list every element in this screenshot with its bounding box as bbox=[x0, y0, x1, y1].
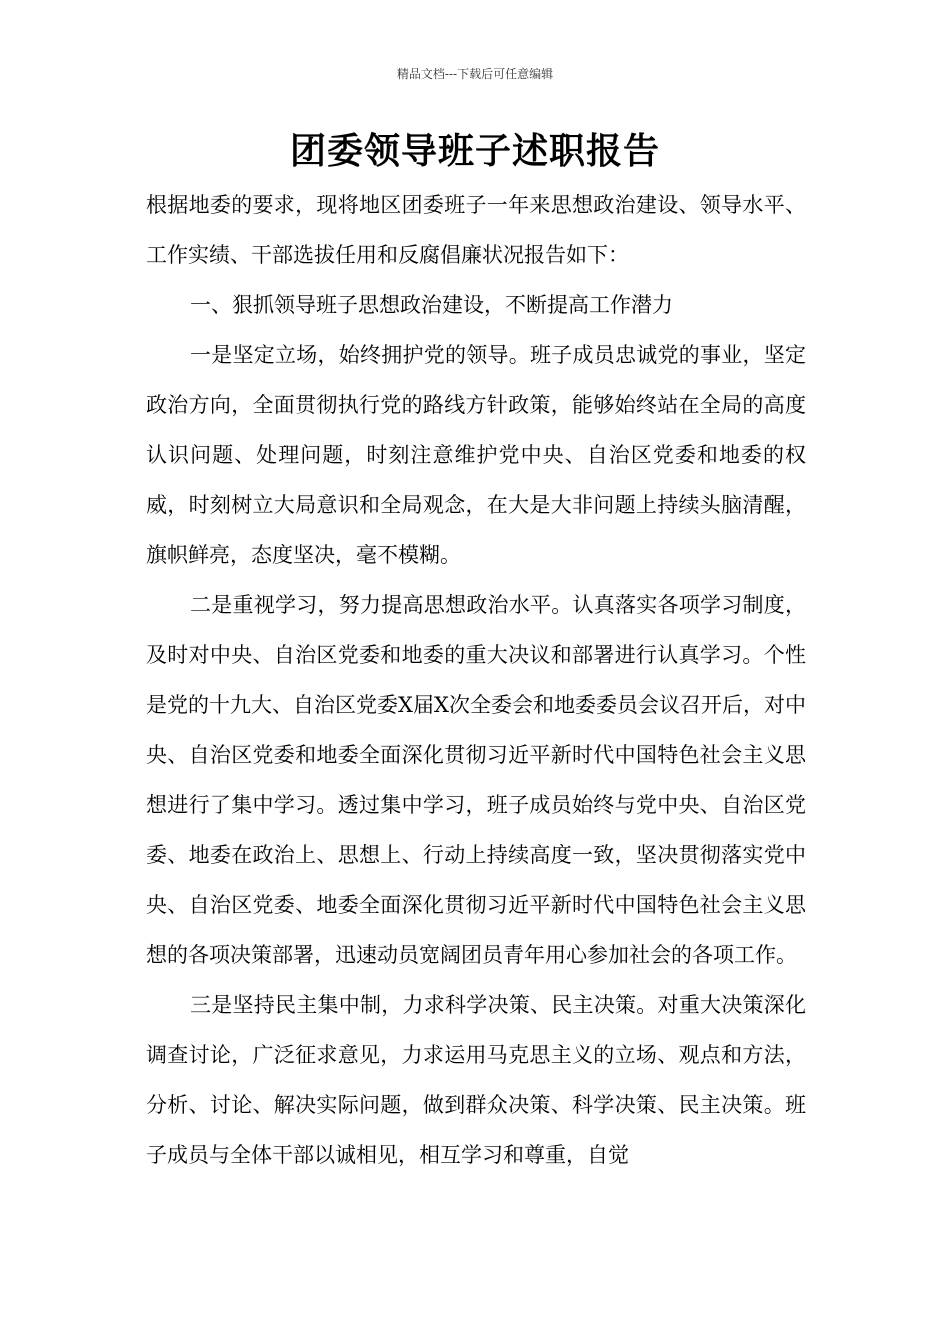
section-heading: 一、狠抓领导班子思想政治建设，不断提高工作潜力 bbox=[190, 293, 673, 317]
body-paragraph: 二是重视学习，努力提高思想政治水平。认真落实各项学习制度，及时对中央、自治区党委和地委的重大决议和部署进行认真学习。个性是党的十九大、自治区党委X届X次全委会和地委委员会议召开后，对中央、自治区党委和地委全面深化贯彻习近平新时代中国特色社会主义思想进行了集中学习。透过集中学习，班子成员始终与党中央、自治区党委、地委在政治上、思想上、行动上持续高度一致，坚决贯彻落实党中央、自治区党委、地委全面深化贯彻习近平新时代中国特色社会主义思想的各项决策部署，迅速动员宽阔团员青年用心参加社会的各项工作。 bbox=[146, 593, 806, 967]
document-body bbox=[146, 180, 806, 1180]
body-paragraph: 三是坚持民主集中制，力求科学决策、民主决策。对重大决策深化调查讨论，广泛征求意见，力求运用马克思主义的立场、观点和方法，分析、讨论、解决实际问题，做到群众决策、科学决策、民主决策。班子成员与全体干部以诚相见，相互学习和尊重，自觉 bbox=[146, 993, 806, 1167]
page-header: 精品文档---下载后可任意编辑 bbox=[396, 67, 554, 81]
intro-paragraph: 根据地委的要求，现将地区团委班子一年来思想政治建设、领导水平、工作实绩、干部选拔任用和反腐倡廉状况报告如下： bbox=[146, 193, 806, 267]
document-title: 团委领导班子述职报告 bbox=[289, 131, 660, 172]
body-paragraph: 一是坚定立场，始终拥护党的领导。班子成员忠诚党的事业，坚定政治方向，全面贯彻执行党的路线方针政策，能够始终站在全局的高度认识问题、处理问题，时刻注意维护党中央、自治区党委和地委的权威，时刻树立大局意识和全局观念，在大是大非问题上持续头脑清醒，旗帜鲜亮，态度坚决，毫不模糊。 bbox=[146, 343, 806, 567]
